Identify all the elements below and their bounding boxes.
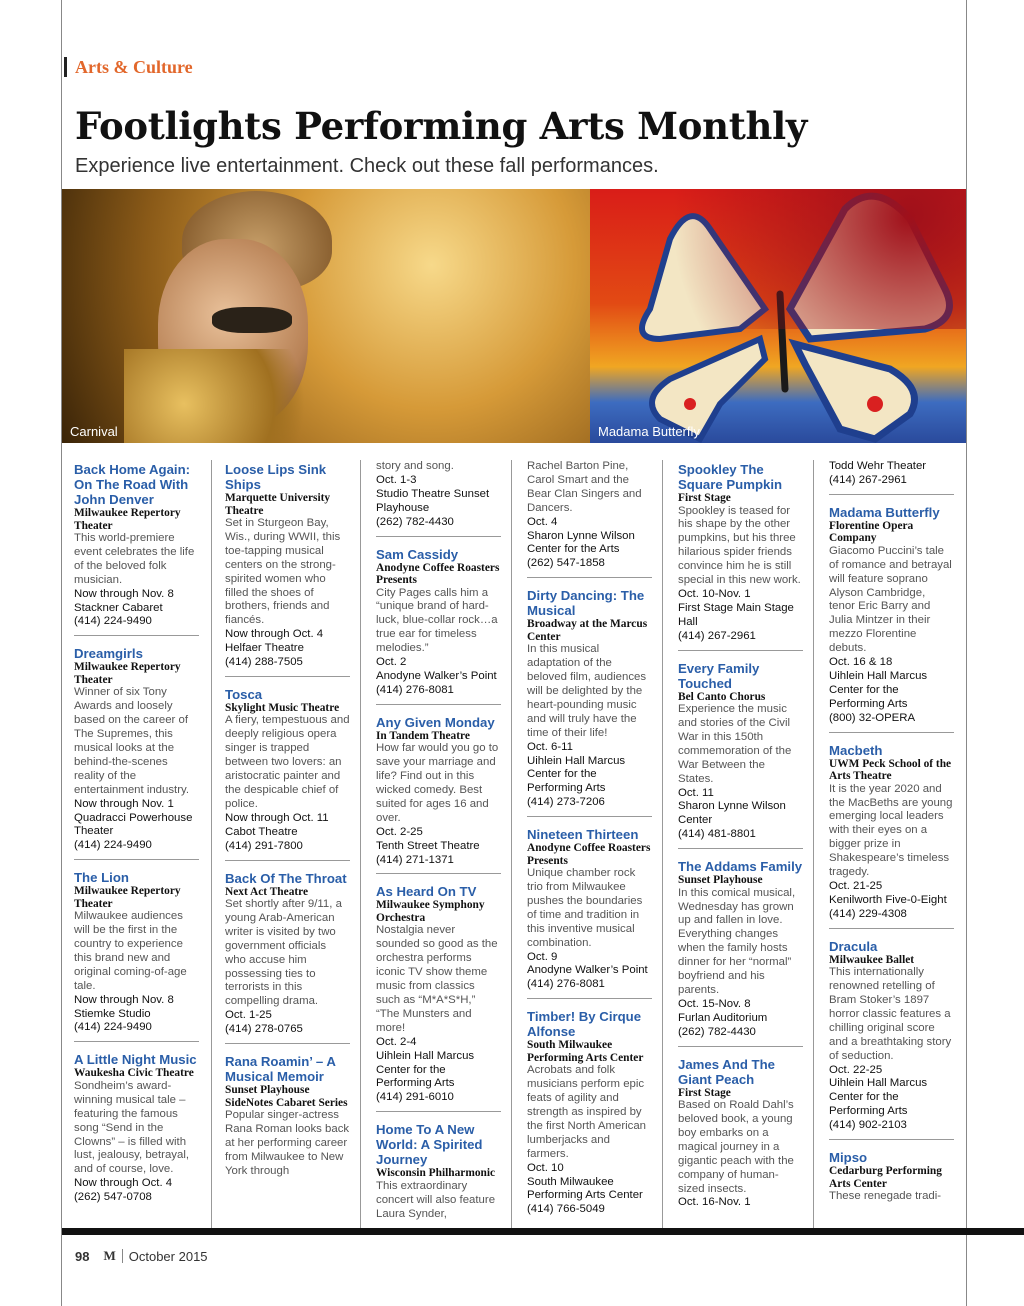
- event-venue: Broadway at the Marcus Center: [527, 618, 648, 643]
- event-location: Anodyne Walker’s Point: [527, 964, 648, 977]
- event-listing: [225, 869, 350, 1045]
- event-dates: Now through Oct. 11: [225, 811, 329, 824]
- event-phone: (414) 766-5049: [527, 1203, 605, 1216]
- event-location: Quadracci Powerhouse Theater: [74, 811, 193, 838]
- event-venue: Anodyne Coffee Roasters Presents: [376, 561, 500, 587]
- event-venue: Cedarburg Performing Arts Center: [829, 1165, 942, 1190]
- event-title: The Lion: [74, 870, 129, 886]
- event-phone: (414) 481-8801: [678, 828, 756, 841]
- column-divider: [511, 460, 512, 1230]
- event-location: Uihlein Hall Marcus Center for the Performing Arts: [376, 1049, 475, 1090]
- event-listing: [829, 1148, 954, 1210]
- event-title: Back Of The Throat: [225, 870, 347, 886]
- carnival-photo: [62, 189, 590, 443]
- event-description: Giacomo Puccini’s tale of romance and betrayal will feature soprano Alyson Cambridge, tenor Eric Barry and Julia Mintzer in their mezzo Florentine debuts.: [829, 544, 952, 655]
- column-divider: [813, 460, 814, 1230]
- event-phone: (414) 224-9490: [74, 839, 152, 852]
- event-location: Sharon Lynne Wilson Center for the Arts: [527, 529, 635, 556]
- event-venue: Sunset Playhouse SideNotes Cabaret Series: [225, 1084, 348, 1109]
- event-phone: (414) 273-7206: [527, 796, 605, 809]
- event-venue: Florentine Opera Company: [829, 519, 914, 545]
- event-dates: Oct. 2: [376, 656, 407, 669]
- event-description: Rachel Barton Pine, Carol Smart and the Bear Clan Singers and Dancers.: [527, 460, 642, 514]
- footer-divider: [122, 1249, 123, 1263]
- event-description: Spookley is teased for his shape by the other pumpkins, but his three hilarious spider friends convince him he is still special in this new work.: [678, 504, 801, 587]
- event-venue: Milwaukee Repertory Theater: [74, 661, 181, 686]
- event-dates: Oct. 21-25: [829, 879, 883, 892]
- event-listing: [829, 937, 954, 1140]
- event-title: Home To A New World: A Spirited Journey: [376, 1122, 483, 1168]
- event-title: Loose Lips Sink Ships: [225, 462, 327, 492]
- event-listing: [527, 825, 652, 999]
- section-header: [64, 56, 193, 78]
- event-dates: Now through Nov. 8: [74, 993, 174, 1006]
- event-dates: Oct. 1-3: [376, 473, 417, 486]
- event-description: City Pages calls him a “unique brand of hard-luck, blue-collar rock…a true ear for timeless melodies.”: [376, 586, 498, 655]
- event-venue: Sunset Playhouse: [678, 874, 763, 887]
- event-description: Milwaukee audiences will be the first in the country to experience this brand new and original coming-of-age tale.: [74, 910, 187, 992]
- event-title: Spookley The Square Pumpkin: [678, 462, 783, 492]
- event-listing: [829, 503, 954, 733]
- event-phone: (262) 782-4430: [376, 515, 454, 528]
- page-number: 98: [75, 1248, 90, 1264]
- event-venue: In Tandem Theatre: [376, 729, 470, 742]
- event-location: Anodyne Walker’s Point: [376, 669, 497, 682]
- event-title: Dreamgirls: [74, 646, 143, 662]
- event-location: Furlan Auditorium: [678, 1011, 768, 1024]
- event-listing: [74, 868, 199, 1042]
- event-listing: [527, 586, 652, 817]
- right-margin-rule: [966, 0, 967, 1306]
- event-dates: Oct. 2-4: [376, 1035, 417, 1048]
- event-venue: Milwaukee Symphony Orchestra: [376, 899, 485, 924]
- listing-column-4: [527, 460, 652, 1231]
- event-description: Based on Roald Dahl’s beloved book, a young boy embarks on a magical journey in a gigantic peach with the company of human-sized insects.: [678, 1099, 794, 1195]
- event-listing: [527, 1007, 652, 1223]
- event-description: Nostalgia never sounded so good as the orchestra performs iconic TV show theme music from classics such as “M*A*S*H,” “The Munsters and more!: [376, 924, 498, 1034]
- page-subtitle: Experience live entertainment. Check out these fall performances.: [75, 155, 659, 177]
- event-dates: Oct. 10-Nov. 1: [678, 587, 751, 600]
- event-title: Rana Roamin’ – A Musical Memoir: [225, 1054, 336, 1085]
- magazine-logo: M: [103, 1248, 116, 1263]
- event-description: Sondheim’s award-winning musical tale – featuring the famous song “Send in the Clowns” – is filled with lust, jealousy, betrayal, and of course, love.: [74, 1079, 190, 1176]
- page-footer: [75, 1248, 208, 1264]
- event-listing: [678, 659, 803, 850]
- event-title: Tosca: [225, 686, 263, 702]
- event-location: Sharon Lynne Wilson Center: [678, 800, 786, 827]
- listing-column-3: [376, 460, 501, 1235]
- event-title: The Addams Family: [678, 859, 803, 875]
- issue-date: October 2015: [128, 1248, 208, 1264]
- event-venue: Milwaukee Repertory Theater: [74, 507, 181, 532]
- event-listing: [527, 460, 652, 578]
- event-phone: (414) 271-1371: [376, 853, 454, 866]
- event-listing: [829, 741, 954, 929]
- event-title: Dirty Dancing: The Musical: [527, 588, 645, 619]
- event-venue: First Stage: [678, 1086, 731, 1099]
- event-phone: (414) 267-2961: [678, 629, 756, 642]
- butterfly-photo: [590, 189, 966, 443]
- event-dates: Oct. 10: [527, 1161, 564, 1174]
- event-phone: (414) 291-6010: [376, 1091, 454, 1104]
- event-listing: [225, 685, 350, 861]
- event-dates: Oct. 11: [678, 786, 714, 799]
- column-divider: [360, 460, 361, 1230]
- event-venue: Anodyne Coffee Roasters Presents: [527, 842, 651, 867]
- event-title: Every Family Touched: [678, 660, 760, 691]
- event-listing: [225, 460, 350, 677]
- event-description: A fiery, tempestuous and deeply religious opera singer is trapped between two lovers: an aristocratic painter and the despicable chief of police.: [225, 714, 350, 810]
- event-listing: [376, 460, 501, 537]
- listing-column-6: [829, 460, 954, 1218]
- event-dates: Oct. 1-25: [225, 1009, 272, 1022]
- event-title: Madama Butterfly: [829, 504, 940, 520]
- event-description: Set shortly after 9/11, a young Arab-American writer is visited by two government officials who accuse him possessing ties to terrorists in this compelling drama.: [225, 898, 342, 1008]
- event-dates: Oct. 9: [527, 950, 558, 963]
- butterfly-icon: [590, 189, 966, 443]
- listing-column-1: [74, 460, 199, 1219]
- event-description: This internationally renowned retelling of Bram Stoker’s 1897 horror classic features a chilling original score and a breathtaking story of seduction.: [829, 966, 952, 1062]
- event-location: Studio Theatre Sunset Playhouse: [376, 487, 490, 514]
- event-location: First Stage Main Stage Hall: [678, 601, 794, 628]
- event-description: It is the year 2020 and the MacBeths are young emerging local leaders with their eyes on a bigger prize in Shakespeare’s timeless tragedy.: [829, 782, 953, 879]
- event-phone: (414) 902-2103: [829, 1119, 907, 1132]
- event-title: Dracula: [829, 938, 878, 954]
- event-title: A Little Night Music: [74, 1052, 197, 1068]
- event-venue: Wisconsin Philharmonic: [376, 1167, 496, 1180]
- event-description: In this musical adaptation of the beloved film, audiences will be delighted by the heart-pounding music and will truly have the time of their life!: [527, 643, 647, 739]
- listing-column-2: [225, 460, 350, 1193]
- event-phone: (414) 288-7505: [225, 656, 303, 669]
- event-phone: (414) 229-4308: [829, 907, 907, 920]
- event-dates: Oct. 16 & 18: [829, 656, 893, 669]
- event-listing: [376, 545, 501, 705]
- event-venue: Milwaukee Ballet: [829, 953, 915, 966]
- event-dates: Oct. 6-11: [527, 740, 574, 753]
- event-phone: (414) 291-7800: [225, 839, 303, 852]
- event-dates: Oct. 2-25: [376, 825, 423, 838]
- event-title: Nineteen Thirteen: [527, 827, 639, 843]
- event-listing: [225, 1052, 350, 1185]
- event-venue: First Stage: [678, 492, 731, 504]
- section-label: Arts & Culture: [75, 56, 193, 77]
- event-title: Back Home Again: On The Road With John Denver: [74, 462, 191, 507]
- event-location: Tenth Street Theatre: [376, 839, 480, 852]
- column-divider: [211, 460, 212, 1230]
- event-listing: [74, 644, 199, 860]
- event-venue: UWM Peck School of the Arts Theatre: [829, 757, 952, 783]
- event-phone: (414) 224-9490: [74, 1021, 152, 1034]
- page-title: Footlights Performing Arts Monthly: [75, 104, 808, 148]
- gold-sparkles: [124, 349, 324, 443]
- event-dates: Now through Oct. 4: [225, 628, 324, 641]
- event-description: Experience the music and stories of the Civil War in this 150th commemoration of the War Between the States.: [678, 703, 792, 785]
- event-location: Uihlein Hall Marcus Center for the Performing Arts: [829, 669, 928, 710]
- event-title: As Heard On TV: [376, 884, 477, 900]
- event-phone: (414) 224-9490: [74, 615, 152, 628]
- column-divider: [662, 460, 663, 1230]
- event-location: Helfaer Theatre: [225, 642, 304, 655]
- event-listing: [678, 857, 803, 1046]
- listing-column-5: [678, 460, 803, 1224]
- event-phone: (800) 32-OPERA: [829, 711, 916, 724]
- event-venue: Marquette University Theatre: [225, 492, 331, 517]
- event-title: James And The Giant Peach: [678, 1056, 775, 1087]
- event-dates: Now through Nov. 1: [74, 797, 174, 810]
- event-location: Uihlein Hall Marcus Center for the Performing Arts: [829, 1077, 928, 1118]
- event-venue: Bel Canto Chorus: [678, 690, 766, 703]
- event-listing: [74, 460, 199, 636]
- event-description: Set in Sturgeon Bay, Wis., during WWII, this toe-tapping musical centers on the strong-spirited women who filled the shoes of brothers, friends and fiancés.: [225, 517, 341, 627]
- event-title: Macbeth: [829, 742, 883, 758]
- event-listing: [74, 1050, 199, 1211]
- event-venue: Skylight Music Theatre: [225, 701, 340, 714]
- event-location: Todd Wehr Theater: [829, 460, 927, 472]
- event-location: Stiemke Studio: [74, 1007, 151, 1020]
- event-description: How far would you go to save your marriage and life? Find out in this wicked comedy. Best suited for ages 16 and over.: [376, 742, 499, 824]
- event-phone: (414) 276-8081: [376, 683, 454, 696]
- event-description: These renegade tradi-: [829, 1190, 942, 1203]
- event-location: Cabot Theatre: [225, 825, 298, 838]
- event-location: Uihlein Hall Marcus Center for the Performing Arts: [527, 754, 626, 795]
- footer-bar: [62, 1228, 1024, 1235]
- event-venue: Next Act Theatre: [225, 885, 309, 898]
- event-location: Stackner Cabaret: [74, 601, 163, 614]
- event-dates: Now through Oct. 4: [74, 1177, 173, 1190]
- photo-caption: Carnival: [70, 424, 118, 439]
- event-title: Mipso: [829, 1150, 868, 1166]
- event-description: In this comical musical, Wednesday has grown up and fallen in love. Everything changes when the family hosts dinner for her “normal” boyfriend and his parents.: [678, 886, 796, 996]
- event-description: This extraordinary concert will also feature Laura Synder,: [376, 1179, 496, 1220]
- event-title: Sam Cassidy: [376, 546, 459, 562]
- event-phone: (414) 267-2961: [829, 473, 907, 486]
- event-phone: (414) 276-8081: [527, 978, 605, 991]
- event-listing: [829, 460, 954, 495]
- event-venue: South Milwaukee Performing Arts Center: [527, 1039, 644, 1064]
- event-listing: [678, 1055, 803, 1217]
- section-bar: [64, 57, 67, 77]
- event-phone: (262) 547-1858: [527, 557, 605, 570]
- event-description: Winner of six Tony Awards and loosely based on the career of The Supremes, this musical looks at the behind-the-scenes reality of the entertainment industry.: [74, 686, 190, 796]
- event-location: Kenilworth Five-0-Eight: [829, 893, 947, 906]
- event-venue: Waukesha Civic Theatre: [74, 1067, 194, 1080]
- event-dates: Now through Nov. 8: [74, 587, 174, 600]
- event-description: Popular singer-actress Rana Roman looks back at her performing career from Milwaukee to New York through: [225, 1109, 350, 1177]
- event-dates: Oct. 16-Nov. 1: [678, 1196, 751, 1209]
- photo-caption: Madama Butterfly: [598, 424, 700, 439]
- event-listing: [376, 713, 501, 875]
- event-description: Unique chamber rock trio from Milwaukee pushes the boundaries of time and tradition in this inventive musical combination.: [527, 867, 643, 949]
- event-title: Timber! By Cirque Alfonse: [527, 1009, 642, 1040]
- event-location: South Milwaukee Performing Arts Center: [527, 1175, 643, 1202]
- event-venue: Milwaukee Repertory Theater: [74, 885, 181, 910]
- event-phone: (262) 782-4430: [678, 1025, 756, 1038]
- event-description: Acrobats and folk musicians perform epic feats of agility and strength as inspired by the first North American lumberjacks and farmers.: [527, 1064, 647, 1160]
- event-phone: (414) 278-0765: [225, 1023, 303, 1036]
- event-phone: (262) 547-0708: [74, 1191, 152, 1204]
- event-listing: [678, 460, 803, 651]
- event-dates: Oct. 22-25: [829, 1063, 883, 1076]
- event-dates: Oct. 4: [527, 515, 558, 528]
- event-dates: Oct. 15-Nov. 8: [678, 997, 751, 1010]
- mask-shape: [212, 307, 292, 333]
- event-description: story and song.: [376, 460, 454, 472]
- event-listing: [376, 882, 501, 1112]
- event-description: This world-premiere event celebrates the life of the beloved folk musician.: [74, 532, 195, 586]
- event-listing: [376, 1120, 501, 1227]
- event-title: Any Given Monday: [376, 714, 495, 730]
